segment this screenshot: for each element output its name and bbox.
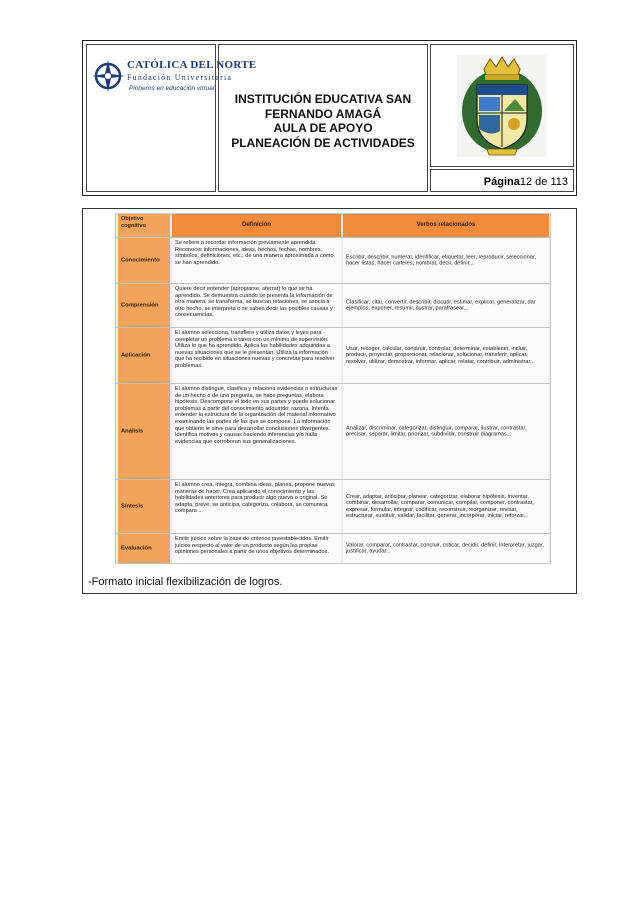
definition-cell: Quiere decir entender (apropiarse, aferrar) lo que se ha aprendido. Se demuestra cuando se presenta la información de otra manera, se transforma, se buscan relaciones, se asocia a otro hecho, se interpreta o se saben decir las posibles causas y consecuencias. — [172, 284, 341, 327]
objective-label: Conocimiento — [121, 257, 160, 264]
definition-cell: El alumno crea, integra, combina ideas, planea, propone nuevas maneras de hacer. Crea aplicando el conocimiento y las habilidades anteriores para producir algo nuevo o original. Se adapta, prevé, se anticipa, categoriza, colabora, se comunica, compara ... — [172, 480, 341, 533]
definition-cell: Se refiere a recordar información previamente aprendida. Reconocer informaciones, ideas, hechos, fechas, nombres, símbolos, definiciones, etc., de una manera aproximada a como se han aprendido. — [172, 238, 341, 283]
definition-cell: Emitir juicios sobre la base de criterios preestablecidos. Emitir juicios respecto al valor de un producto según las propias opiniones personales a partir de unos objetivos determinados. — [172, 534, 341, 563]
page-current: 12 — [519, 176, 533, 188]
objective-label: Análisis — [121, 428, 144, 435]
university-logo — [93, 57, 257, 105]
page-total: 113 — [550, 176, 568, 188]
objective-label: Aplicación — [121, 352, 151, 359]
verbs-cell: Crear, adaptar, anticipar, planear, categorizar, elaborar hipótesis, inventar, combinar, desarrollar, comparar, comunicar, compilar, componer, contrastar, expresar, formular, integrar, codificar, reconstruir, reorganizar, revisar, estructurar, sustituir, validar, facilitar, generar, incorporar, iniciar, reforzar... — [346, 493, 534, 520]
title-line-2: FERNANDO AMAGÁ — [264, 106, 382, 121]
title-cell — [218, 44, 428, 192]
page-label: Página — [483, 176, 520, 188]
institution-title — [219, 92, 427, 150]
verbs-cell: Clasificar, citar, convertir, describir, discutir, estimar, explicar, generalizar, dar ejemplos, exponer, resumir, ilustrar, parafrasear... — [346, 298, 536, 312]
table-row — [116, 283, 550, 327]
table-header-row — [116, 214, 550, 237]
objective-label: Síntesis — [121, 503, 144, 510]
school-crest-icon — [457, 55, 547, 157]
table-row — [116, 327, 550, 383]
objective-label: Comprensión — [121, 302, 159, 309]
crest-cell — [430, 44, 574, 167]
objective-label: Evaluación — [121, 545, 152, 552]
verbs-cell: Escribir, describir, numerar, identificar, etiquetar, leer, reproducir, seleccionar, hacer listas, hacer carteles, nombrar, decir, definir... — [346, 253, 536, 267]
document-header — [82, 40, 577, 196]
definition-cell: El alumno distingue, clasifica y relaciona evidencias o estructuras de un hecho o de una pregunta, se hace preguntas, elabora hipótesis. Descompone el todo en sus partes y puede solucionar problemas a partir del conocimiento adquirido: razona. Intenta entender la estructura de la organización del material informativo examinando las partes de las que se compone. La información que obtiene le sirve para desarrollar conclusiones divergentes. Identifica motivos y causas haciendo inferencias y/o halla evidencias que corroboran sus generalizaciones. — [172, 384, 341, 479]
header-definition: Definición — [172, 214, 341, 237]
title-line-1: INSTITUCIÓN EDUCATIVA SAN — [234, 92, 412, 106]
logo-name: CATÓLICA DEL NORTE — [127, 59, 257, 71]
verbs-cell: Valorar, comparar, contrastar, concluir, criticar, decidir, definir, interpretar, juzgar, justificar, ayudar... — [346, 541, 544, 555]
logo-cell — [86, 44, 257, 192]
header-objective: Objetivo cognitivo — [118, 214, 170, 237]
page-number-cell — [430, 169, 574, 192]
table-row — [116, 533, 550, 563]
table-row — [116, 479, 550, 533]
table-row — [116, 383, 550, 479]
compass-star-icon — [93, 57, 127, 93]
verbs-cell: Usar, recoger, calcular, construir, controlar, determinar, establecer, incluir, producir, proyectar, proporcionar, relacionar, solucionar, transferir, aplicar, resolver, utilizar, demostrar, informar, aplicar, relatar, contribuir, administrar... — [346, 345, 535, 365]
cognitive-objectives-table — [115, 213, 551, 564]
title-line-4: PLANEACIÓN DE ACTIVIDADES — [231, 135, 415, 150]
header-verbs: Verbos relacionados — [343, 214, 549, 237]
caption-text: -Formato inicial flexibilización de logros. — [88, 576, 283, 588]
logo-tagline: Pioneros en educación virtual — [129, 85, 215, 92]
logo-subtitle: Fundación Universitaria — [127, 73, 233, 82]
definition-cell: El alumno selecciona, transfiere y utiliza datos y leyes para completar un problema o tarea con un mínimo de supervisión. Utiliza lo que ha aprendido. Aplica las habilidades adquiridas a nuevas situaciones que se le presentan. Utiliza la información que ha recibido en situaciones nuevas y concretas para resolver problemas. — [172, 328, 341, 383]
content-box — [82, 208, 577, 594]
table-row — [116, 237, 550, 283]
title-line-3: AULA DE APOYO — [273, 121, 373, 135]
page-separator: de — [532, 176, 551, 188]
verbs-cell: Analizar, discriminar, categorizar, distinguir, comparar, ilustrar, contrastar, precisar, separar, limitar, priorizar, subdividir, construir diagramas... — [346, 424, 527, 438]
